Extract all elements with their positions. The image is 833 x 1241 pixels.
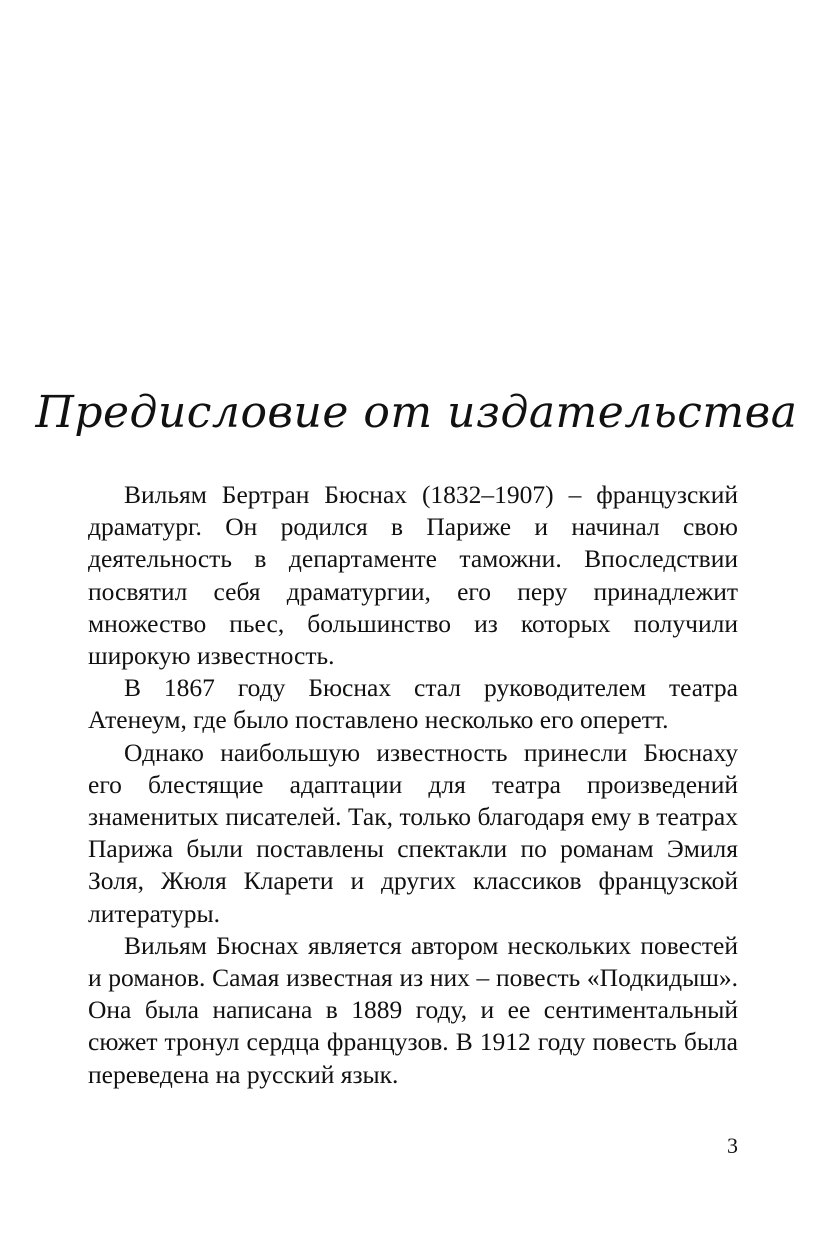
paragraph: Вильям Бертран Бюснах (1832–1907) – французский драматург. Он родился в Париже и начинал свою деятельность в департаменте таможни. Впоследствии посвятил себя драматургии, его перу принадлежит множество пьес, большинство из которых получили широкую известность.: [88, 480, 738, 671]
page-number: 3: [727, 1133, 738, 1158]
paragraph: Вильям Бюснах является автором нескольких повестей и романов. Самая известная из них – повесть «Подкидыш». Она была написана в 1889 году, и ее сентиментальный сюжет тронул сердца французов. В 1912 году повесть была переведена на русский язык.: [88, 930, 738, 1089]
chapter-heading: Предисловие от издательства: [35, 387, 798, 438]
paragraph: В 1867 году Бюснах стал руководителем театра Атенеум, где было поставлено несколько его оперетт.: [88, 673, 738, 735]
body-text: [88, 479, 738, 1091]
paragraph: Однако наибольшую известность принесли Бюснаху его блестящие адаптации для театра произведений знаменитых писателей. Так, только благодаря ему в театрах Парижа были поставлены спектакли по романам Эмиля Золя, Жюля Кларети и других классиков французской литературы.: [88, 737, 738, 928]
